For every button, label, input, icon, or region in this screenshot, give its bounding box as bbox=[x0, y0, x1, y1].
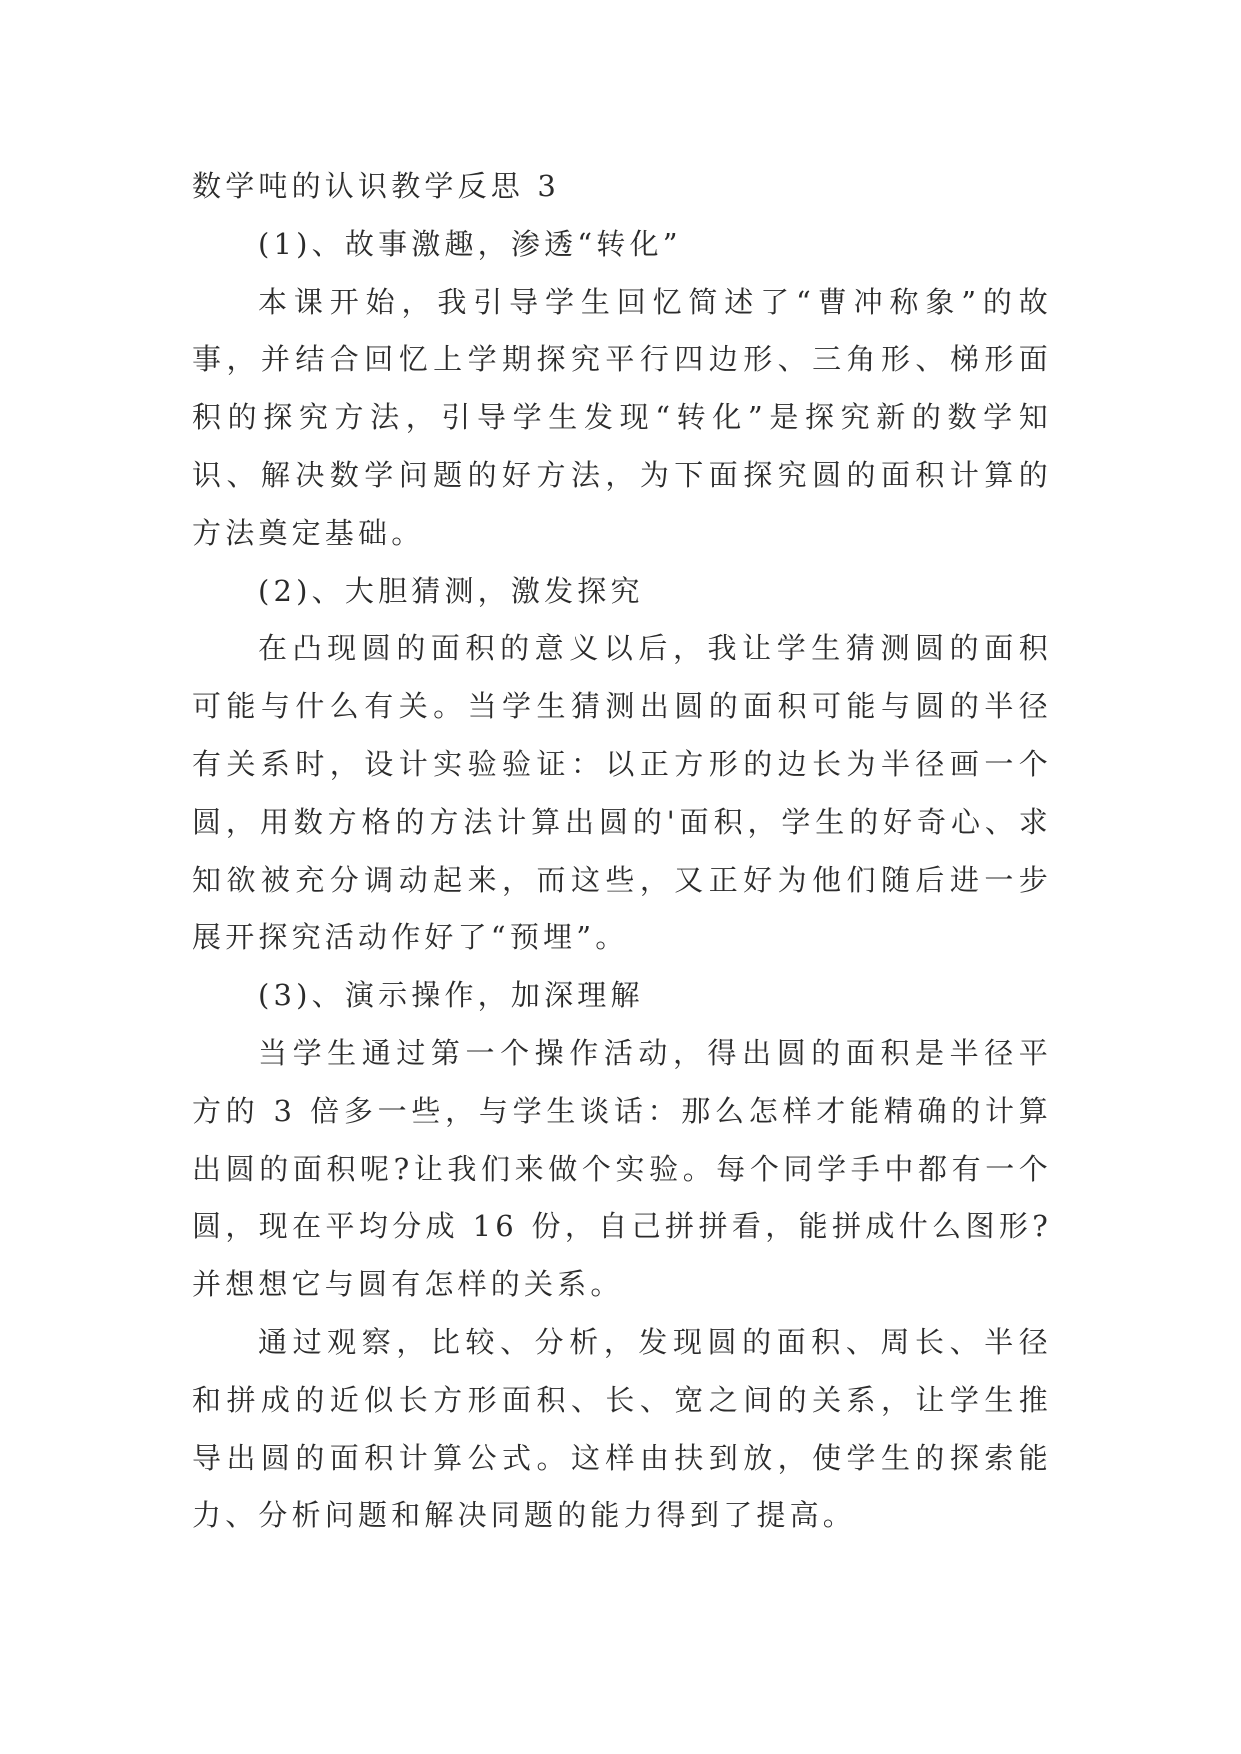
paragraph-4: 通过观察，比较、分析，发现圆的面积、周长、半径和拼成的近似长方形面积、长、宽之间的关系，让学生推导出圆的面积计算公式。这样由扶到放，使学生的探索能力、分析问题和解决同题的能力得到了提高。 bbox=[192, 1324, 1052, 1533]
section-heading-1: (1)、故事激趣，渗透“转化” bbox=[258, 226, 682, 261]
document-title: 数学吨的认识教学反思 3 bbox=[192, 169, 561, 203]
document-page bbox=[192, 158, 1052, 1545]
section-heading-3: (3)、演示操作，加深理解 bbox=[258, 978, 644, 1013]
paragraph-1: 本课开始，我引导学生回忆简述了“曹冲称象”的故事，并结合回忆上学期探究平行四边形、三角形、梯形面积的探究方法，引导学生发现“转化”是探究新的数学知识、解决数学问题的好方法，为下面探究圆的面积计算的方法奠定基础。 bbox=[192, 284, 1052, 550]
paragraph-2: 在凸现圆的面积的意义以后，我让学生猜测圆的面积可能与什么有关。当学生猜测出圆的面积可能与圆的半径有关系时，设计实验验证：以正方形的边长为半径画一个圆，用数方格的方法计算出圆的'面积，学生的好奇心、求知欲被充分调动起来，而这些，又正好为他们随后进一步展开探究活动作好了“预埋”。 bbox=[192, 631, 1052, 955]
paragraph-3: 当学生通过第一个操作活动，得出圆的面积是半径平方的 3 倍多一些，与学生谈话：那么怎样才能精确的计算出圆的面积呢?让我们来做个实验。每个同学手中都有一个圆，现在平均分成 16 份，自己拼拼看，能拼成什么图形?并想想它与圆有怎样的关系。 bbox=[192, 1035, 1052, 1302]
section-heading-2: (2)、大胆猜测，激发探究 bbox=[258, 573, 644, 608]
